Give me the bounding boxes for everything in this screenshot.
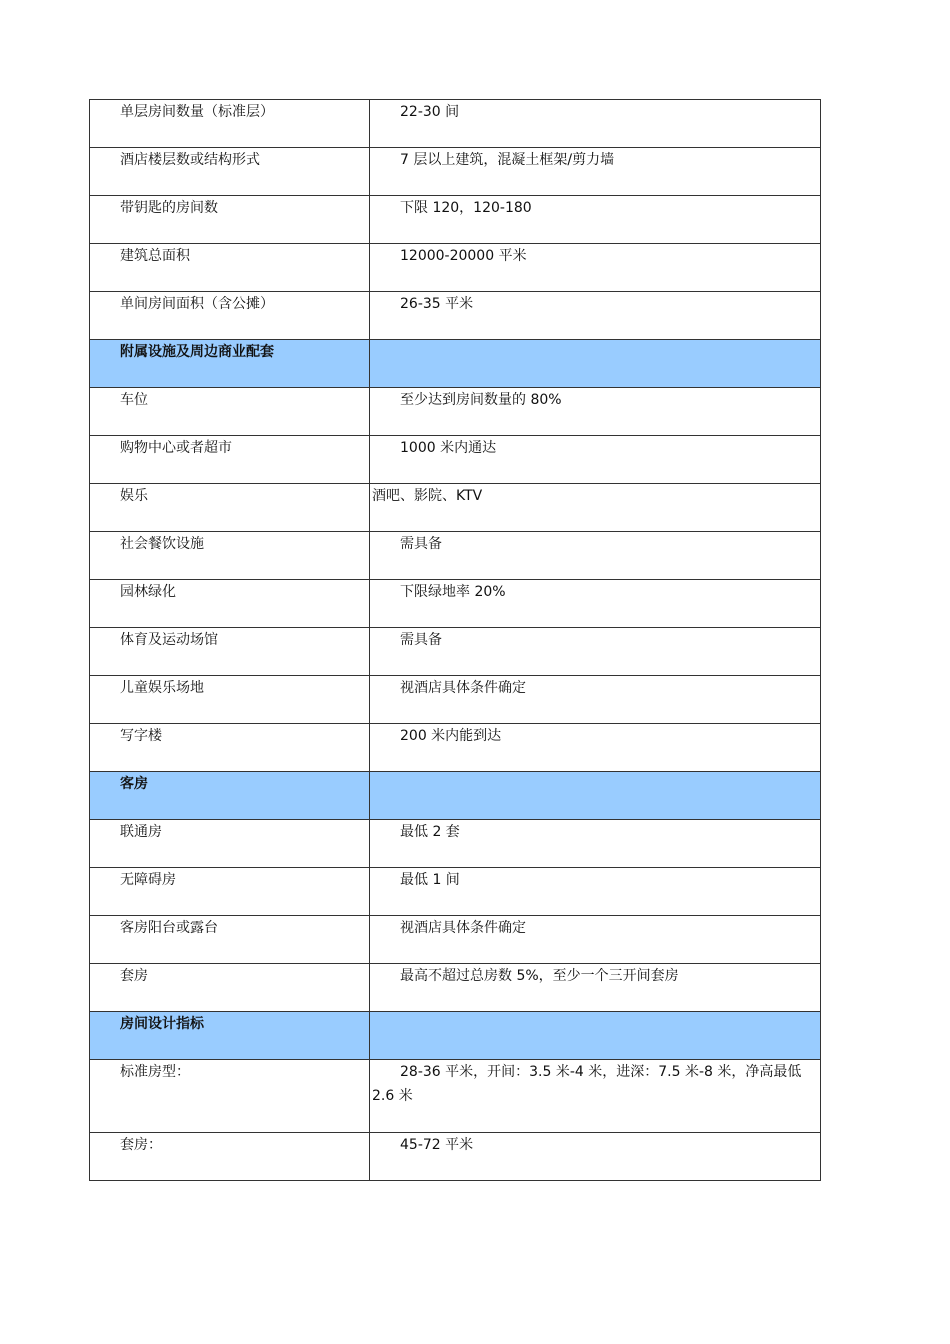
row-label: 联通房 [90, 820, 370, 868]
section-header-row [90, 340, 821, 388]
row-value: 酒吧、影院、KTV [370, 484, 821, 532]
table-row [90, 388, 821, 436]
table-row [90, 676, 821, 724]
row-value: 视酒店具体条件确定 [370, 676, 821, 724]
row-value: 22-30 间 [370, 100, 821, 148]
row-label: 建筑总面积 [90, 244, 370, 292]
row-label: 标准房型： [90, 1060, 370, 1133]
row-label: 客房阳台或露台 [90, 916, 370, 964]
table-row [90, 532, 821, 580]
table-row [90, 724, 821, 772]
row-value: 视酒店具体条件确定 [370, 916, 821, 964]
row-label: 社会餐饮设施 [90, 532, 370, 580]
row-label: 单层房间数量（标准层） [90, 100, 370, 148]
row-label: 无障碍房 [90, 868, 370, 916]
table-row [90, 1133, 821, 1181]
table-row [90, 196, 821, 244]
section-title: 客房 [90, 772, 370, 820]
row-value: 26-35 平米 [370, 292, 821, 340]
section-value [370, 1012, 821, 1060]
section-header-row [90, 772, 821, 820]
row-label: 套房 [90, 964, 370, 1012]
row-label: 套房： [90, 1133, 370, 1181]
row-label: 带钥匙的房间数 [90, 196, 370, 244]
row-value: 需具备 [370, 628, 821, 676]
table-row [90, 964, 821, 1012]
row-label: 车位 [90, 388, 370, 436]
table-row [90, 628, 821, 676]
table-row [90, 868, 821, 916]
row-value: 至少达到房间数量的 80% [370, 388, 821, 436]
row-label: 购物中心或者超市 [90, 436, 370, 484]
row-value: 7 层以上建筑，混凝土框架/剪力墙 [370, 148, 821, 196]
row-value: 1000 米内通达 [370, 436, 821, 484]
row-label: 娱乐 [90, 484, 370, 532]
section-value [370, 772, 821, 820]
row-value: 下限绿地率 20% [370, 580, 821, 628]
table-row [90, 100, 821, 148]
row-value: 需具备 [370, 532, 821, 580]
row-label: 写字楼 [90, 724, 370, 772]
section-title: 附属设施及周边商业配套 [90, 340, 370, 388]
row-value: 最低 2 套 [370, 820, 821, 868]
row-value: 12000-20000 平米 [370, 244, 821, 292]
row-label: 单间房间面积（含公摊） [90, 292, 370, 340]
row-label: 酒店楼层数或结构形式 [90, 148, 370, 196]
row-value: 45-72 平米 [370, 1133, 821, 1181]
row-value: 200 米内能到达 [370, 724, 821, 772]
table-row [90, 1060, 821, 1133]
row-value: 下限 120，120-180 [370, 196, 821, 244]
table-row [90, 820, 821, 868]
row-label: 儿童娱乐场地 [90, 676, 370, 724]
row-label: 园林绿化 [90, 580, 370, 628]
section-title: 房间设计指标 [90, 1012, 370, 1060]
section-header-row [90, 1012, 821, 1060]
table-row [90, 916, 821, 964]
table-row [90, 484, 821, 532]
row-label: 体育及运动场馆 [90, 628, 370, 676]
specs-table [89, 99, 821, 1181]
row-value: 最高不超过总房数 5%，至少一个三开间套房 [370, 964, 821, 1012]
row-value: 最低 1 间 [370, 868, 821, 916]
section-value [370, 340, 821, 388]
table-row [90, 436, 821, 484]
table-row [90, 292, 821, 340]
table-row [90, 580, 821, 628]
row-value: 28-36 平米，开间：3.5 米-4 米，进深：7.5 米-8 米，净高最低 2.6 米 [370, 1060, 821, 1133]
table-row [90, 148, 821, 196]
table-row [90, 244, 821, 292]
